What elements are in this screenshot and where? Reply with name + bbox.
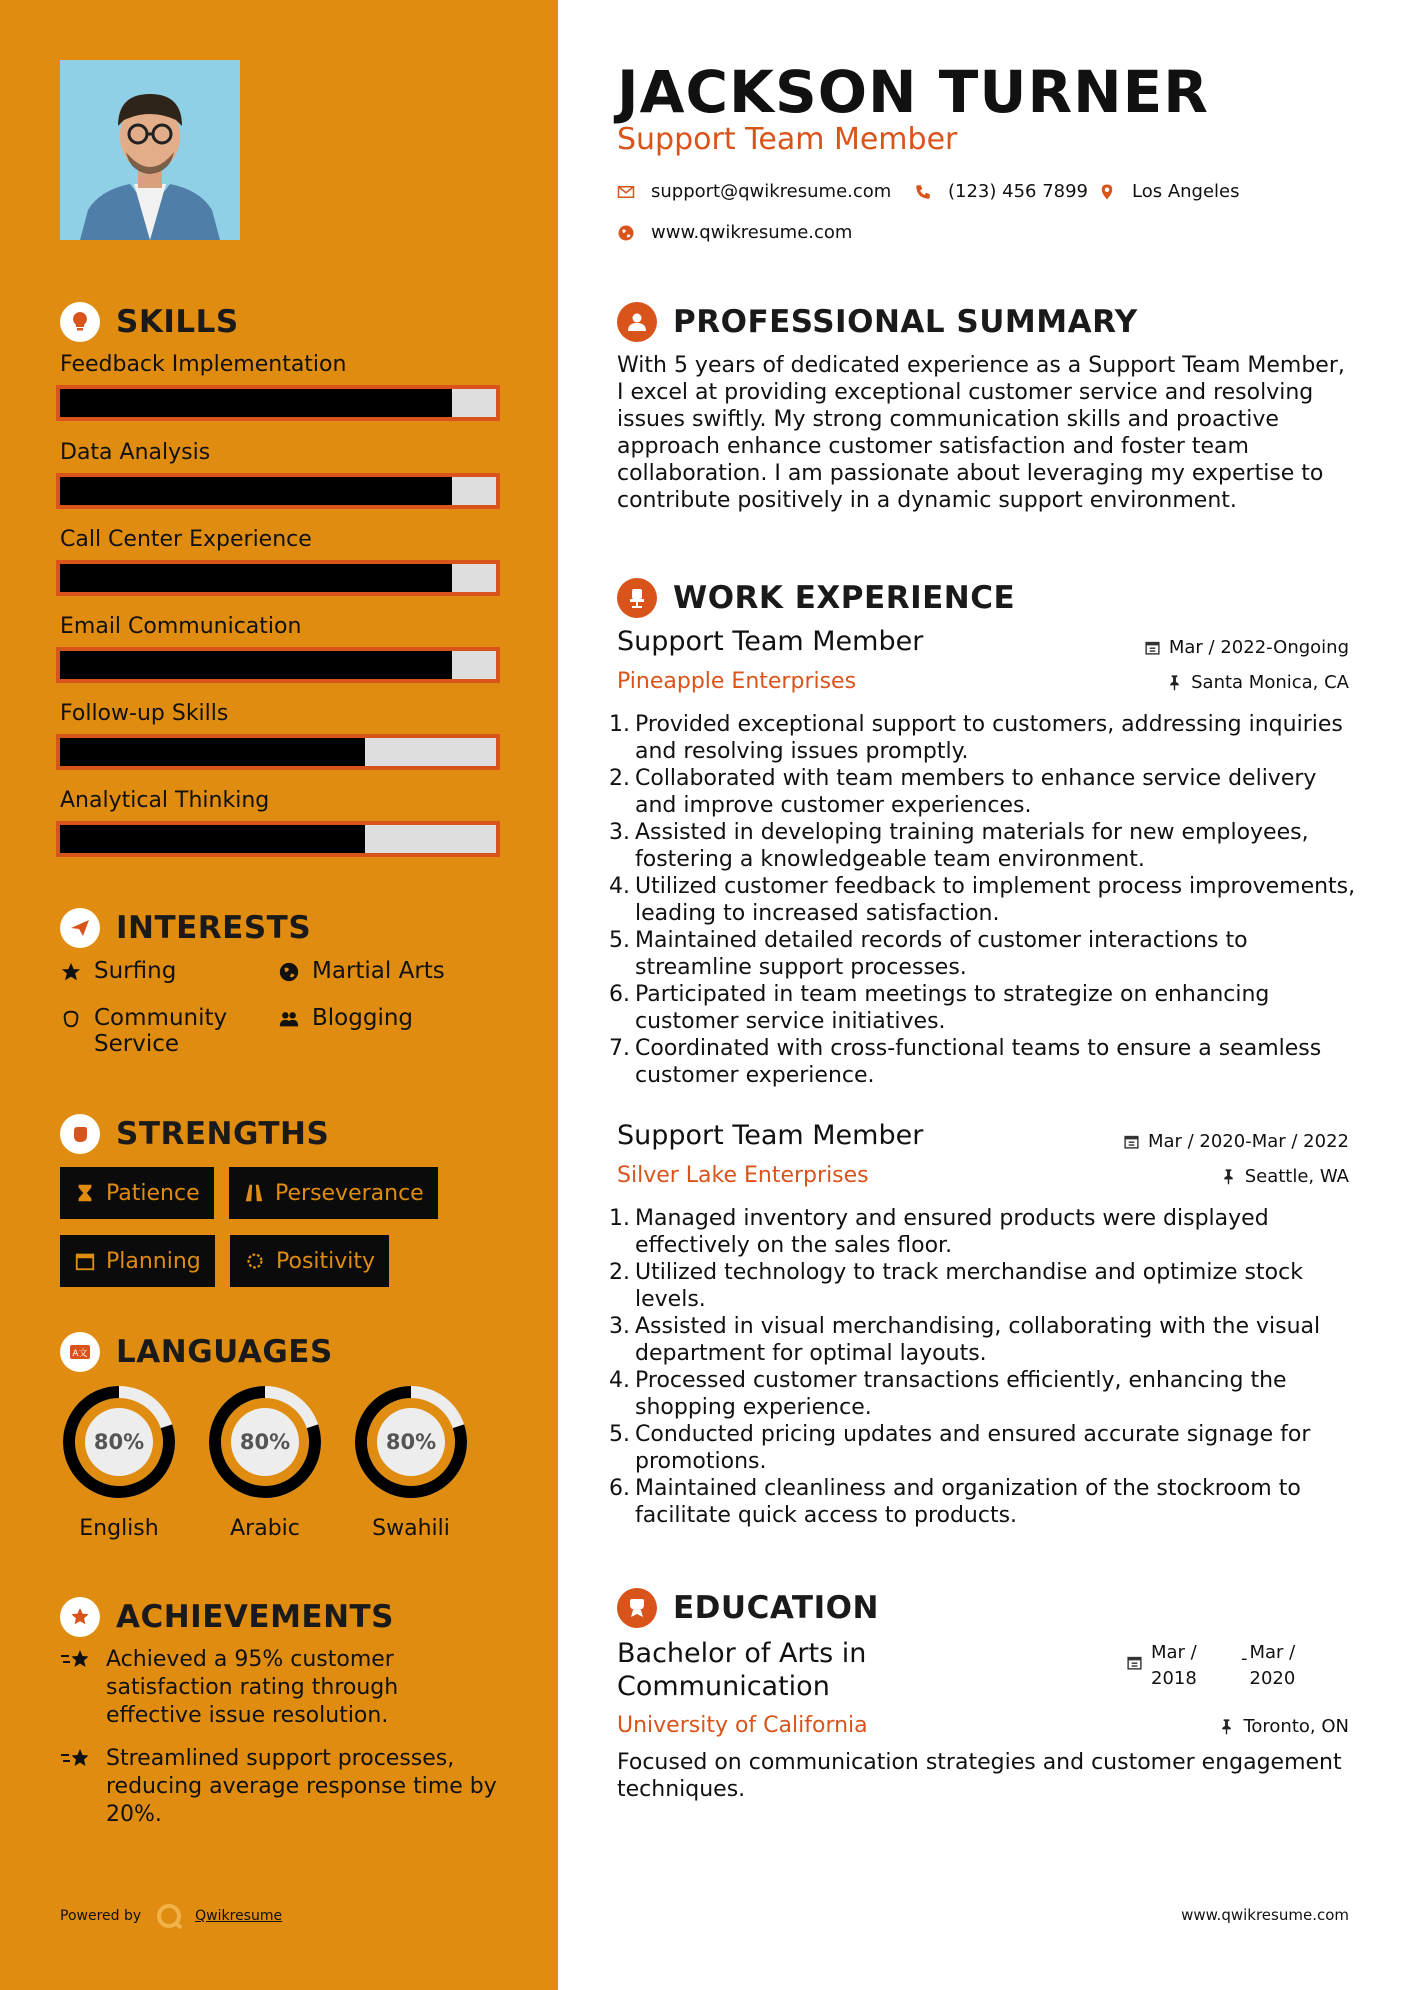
interest-label: Surfing <box>94 958 177 984</box>
sun-icon <box>244 1250 266 1272</box>
bullet-number: 1. <box>609 1206 630 1231</box>
contact-location <box>1098 181 1240 202</box>
job-bullet <box>609 765 1361 819</box>
job-company: Silver Lake Enterprises <box>617 1163 869 1188</box>
achievement-item <box>60 1745 500 1829</box>
strengths-heading <box>60 1114 329 1154</box>
achievement-item <box>60 1646 500 1730</box>
footer-url[interactable]: www.qwikresume.com <box>1181 1906 1349 1924</box>
interests-title: INTERESTS <box>116 910 312 946</box>
shooting-star-icon <box>60 1747 92 1773</box>
paper-plane-icon <box>60 908 100 948</box>
fist-icon <box>60 1114 100 1154</box>
achievement-text: Achieved a 95% customer satisfaction rating through effective issue resolution. <box>106 1647 399 1728</box>
skill-bar-fill <box>60 825 365 853</box>
calendar-icon <box>1144 639 1161 656</box>
language-name: Arabic <box>230 1516 300 1541</box>
calendar-icon <box>74 1250 96 1272</box>
job-dates-text: Mar / 2022-Ongoing <box>1168 637 1349 658</box>
education-description: Focused on communication strategies and customer engagement techniques. <box>617 1750 1342 1802</box>
interest-item <box>278 958 445 984</box>
skills-title: SKILLS <box>116 304 239 340</box>
job-company: Pineapple Enterprises <box>617 669 857 694</box>
job-bullet <box>609 1421 1361 1475</box>
skill-bar <box>56 647 500 683</box>
education-title: EDUCATION <box>673 1590 879 1626</box>
contact-phone[interactable] <box>914 181 1088 202</box>
summary-title: PROFESSIONAL SUMMARY <box>673 304 1138 340</box>
bullet-number: 4. <box>609 874 630 899</box>
skill-label: Feedback Implementation <box>60 352 347 377</box>
interest-item <box>278 1005 413 1031</box>
pushpin-icon <box>1218 1718 1235 1735</box>
phone-text: (123) 456 7899 <box>948 181 1089 202</box>
language-name: Swahili <box>372 1516 450 1541</box>
strength-chip <box>60 1235 215 1287</box>
job-bullet <box>609 981 1361 1035</box>
job-title: Support Team Member <box>617 1120 924 1151</box>
education-start: Mar / 2018 <box>1151 1642 1197 1689</box>
language-ring <box>58 1381 180 1503</box>
job-location <box>1166 672 1349 693</box>
job-title: Support Team Member <box>617 626 924 657</box>
job-bullet <box>609 1313 1361 1367</box>
languages-heading <box>60 1332 333 1372</box>
experience-heading <box>617 578 1015 618</box>
interest-label: Blogging <box>312 1005 414 1031</box>
skill-label: Data Analysis <box>60 440 211 465</box>
strength-label: Perseverance <box>275 1180 424 1206</box>
bullet-number: 5. <box>609 1422 630 1447</box>
job-location-text: Santa Monica, CA <box>1191 672 1349 693</box>
job-bullets <box>609 1205 1361 1529</box>
education-location <box>1218 1716 1349 1737</box>
pushpin-icon <box>1220 1168 1237 1185</box>
bullet-text: Maintained cleanliness and organization of the stockroom to facilitate quick access to products. <box>635 1476 1301 1528</box>
calendar-icon <box>1126 1654 1143 1671</box>
bullet-text: Provided exceptional support to customers, addressing inquiries and resolving issues promptly. <box>635 712 1343 764</box>
job-bullet <box>609 1475 1361 1529</box>
job-bullet <box>609 711 1361 765</box>
education-date-separator: - <box>1241 1648 1248 1669</box>
job-dates <box>1144 637 1349 658</box>
bullet-number: 3. <box>609 820 630 845</box>
job-bullet <box>609 873 1361 927</box>
experience-title: WORK EXPERIENCE <box>673 580 1016 616</box>
candidate-name: JACKSON TURNER <box>617 58 1209 126</box>
bullet-number: 6. <box>609 1476 630 1501</box>
interest-label: Community Service <box>94 1005 228 1057</box>
map-pin-icon <box>1098 183 1116 201</box>
bullet-number: 6. <box>609 982 630 1007</box>
skill-label: Email Communication <box>60 614 302 639</box>
bullet-text: Coordinated with cross-functional teams to ensure a seamless customer experience. <box>635 1036 1322 1088</box>
bullet-text: Utilized customer feedback to implement process improvements, leading to increased satisfaction. <box>635 874 1356 926</box>
bullet-text: Managed inventory and ensured products were displayed effectively on the sales floor. <box>635 1206 1269 1258</box>
achievement-text: Streamlined support processes, reducing average response time by 20%. <box>106 1746 497 1827</box>
road-icon <box>243 1182 265 1204</box>
star-badge-icon <box>60 1597 100 1637</box>
calendar-icon <box>1123 1133 1140 1150</box>
job-bullet <box>609 1367 1361 1421</box>
qwikresume-logo-icon <box>155 1902 183 1930</box>
pushpin-icon <box>1166 674 1183 691</box>
language-ring <box>350 1381 472 1503</box>
language-ring <box>204 1381 326 1503</box>
job-bullets <box>609 711 1361 1089</box>
envelope-icon <box>617 183 635 201</box>
bullet-text: Conducted pricing updates and ensured accurate signage for promotions. <box>635 1422 1311 1474</box>
skill-bar <box>56 473 500 509</box>
skills-heading <box>60 302 239 342</box>
contact-email[interactable] <box>617 181 891 202</box>
skill-label: Follow-up Skills <box>60 701 229 726</box>
education-end: Mar / 2020 <box>1249 1642 1296 1689</box>
bullet-text: Utilized technology to track merchandise and optimize stock levels. <box>635 1260 1303 1312</box>
language-percent: 80% <box>385 1430 437 1454</box>
education-heading <box>617 1588 879 1628</box>
skill-bar-fill <box>60 651 452 679</box>
language-percent: 80% <box>239 1430 291 1454</box>
skill-bar <box>56 385 500 421</box>
hourglass-icon <box>74 1182 96 1204</box>
globe-icon <box>278 961 300 983</box>
summary-text: With 5 years of dedicated experience as a Support Team Member, I excel at providing exceptional customer service and resolving issues swiftly. My strong communication skills and proactive approach enhance customer satisfaction and foster team collaboration. I am passionate about leveraging my expertise to contribute positively in a dynamic support environment. <box>617 353 1345 513</box>
education-location-text: Toronto, ON <box>1243 1716 1349 1737</box>
languages-title: LANGUAGES <box>116 1334 333 1370</box>
lightbulb-icon <box>60 302 100 342</box>
website-text: www.qwikresume.com <box>651 222 853 243</box>
skill-bar-fill <box>60 738 365 766</box>
achievements-title: ACHIEVEMENTS <box>116 1599 395 1635</box>
strength-label: Planning <box>106 1248 201 1274</box>
language-icon <box>60 1332 100 1372</box>
strength-chip <box>60 1167 214 1219</box>
language-name: English <box>79 1516 159 1541</box>
bullet-text: Assisted in developing training materials for new employees, fostering a knowledgeable team environment. <box>635 820 1309 872</box>
candidate-role: Support Team Member <box>617 122 958 157</box>
job-bullet <box>609 1035 1361 1089</box>
school-name: University of California <box>617 1713 868 1738</box>
job-dates-text: Mar / 2020-Mar / 2022 <box>1147 1131 1349 1152</box>
strength-label: Positivity <box>276 1248 376 1274</box>
interest-item <box>60 958 176 984</box>
graduation-icon <box>617 1588 657 1628</box>
education-dates <box>1126 1640 1310 1692</box>
bullet-number: 2. <box>609 1260 630 1285</box>
skill-bar-fill <box>60 564 452 592</box>
skill-label: Analytical Thinking <box>60 788 270 813</box>
job-dates <box>1123 1131 1349 1152</box>
bullet-text: Assisted in visual merchandising, collaborating with the visual department for optimal layouts. <box>635 1314 1321 1366</box>
qwikresume-link[interactable]: Qwikresume <box>195 1908 283 1924</box>
job-bullet <box>609 1205 1361 1259</box>
language-percent: 80% <box>93 1430 145 1454</box>
job-bullet <box>609 1259 1361 1313</box>
profile-photo <box>60 60 240 240</box>
bullet-number: 2. <box>609 766 630 791</box>
achievements-heading <box>60 1597 394 1637</box>
bullet-number: 4. <box>609 1368 630 1393</box>
skill-bar <box>56 821 500 857</box>
bullet-text: Collaborated with team members to enhance service delivery and improve customer experiences. <box>635 766 1317 818</box>
bullet-number: 1. <box>609 712 630 737</box>
powered-by-label: Powered by <box>60 1908 142 1924</box>
bullet-number: 7. <box>609 1036 630 1061</box>
interest-item <box>60 1005 260 1057</box>
skill-bar-fill <box>60 477 452 505</box>
bullet-text: Maintained detailed records of customer interactions to streamline support processes. <box>635 928 1248 980</box>
strength-label: Patience <box>106 1180 200 1206</box>
hand-icon <box>60 1008 82 1030</box>
degree-title: Bachelor of Arts in Communication <box>617 1638 867 1702</box>
bullet-text: Participated in team meetings to strategize on enhancing customer service initiatives. <box>635 982 1270 1034</box>
office-chair-icon <box>617 578 657 618</box>
job-bullet <box>609 819 1361 873</box>
job-location-text: Seattle, WA <box>1244 1166 1349 1187</box>
bullet-number: 5. <box>609 928 630 953</box>
strength-chip <box>229 1167 438 1219</box>
skill-bar-fill <box>60 389 452 417</box>
interest-label: Martial Arts <box>312 958 445 984</box>
skill-bar <box>56 560 500 596</box>
user-icon <box>617 302 657 342</box>
email-text: support@qwikresume.com <box>651 181 892 202</box>
job-bullet <box>609 927 1361 981</box>
location-text: Los Angeles <box>1132 181 1240 202</box>
phone-icon <box>914 183 932 201</box>
skill-label: Call Center Experience <box>60 527 312 552</box>
skill-bar <box>56 734 500 770</box>
bullet-number: 3. <box>609 1314 630 1339</box>
job-location <box>1220 1166 1349 1187</box>
shooting-star-icon <box>60 1648 92 1674</box>
users-icon <box>278 1008 300 1030</box>
svg-text:A文: A文 <box>72 1349 88 1359</box>
interests-heading <box>60 908 311 948</box>
powered-by <box>60 1902 282 1930</box>
strength-chip <box>230 1235 389 1287</box>
contact-website[interactable] <box>617 222 852 243</box>
strengths-title: STRENGTHS <box>116 1116 330 1152</box>
bullet-text: Processed customer transactions efficiently, enhancing the shopping experience. <box>635 1368 1287 1420</box>
summary-heading <box>617 302 1138 342</box>
star-icon <box>60 961 82 983</box>
globe-icon <box>617 224 635 242</box>
